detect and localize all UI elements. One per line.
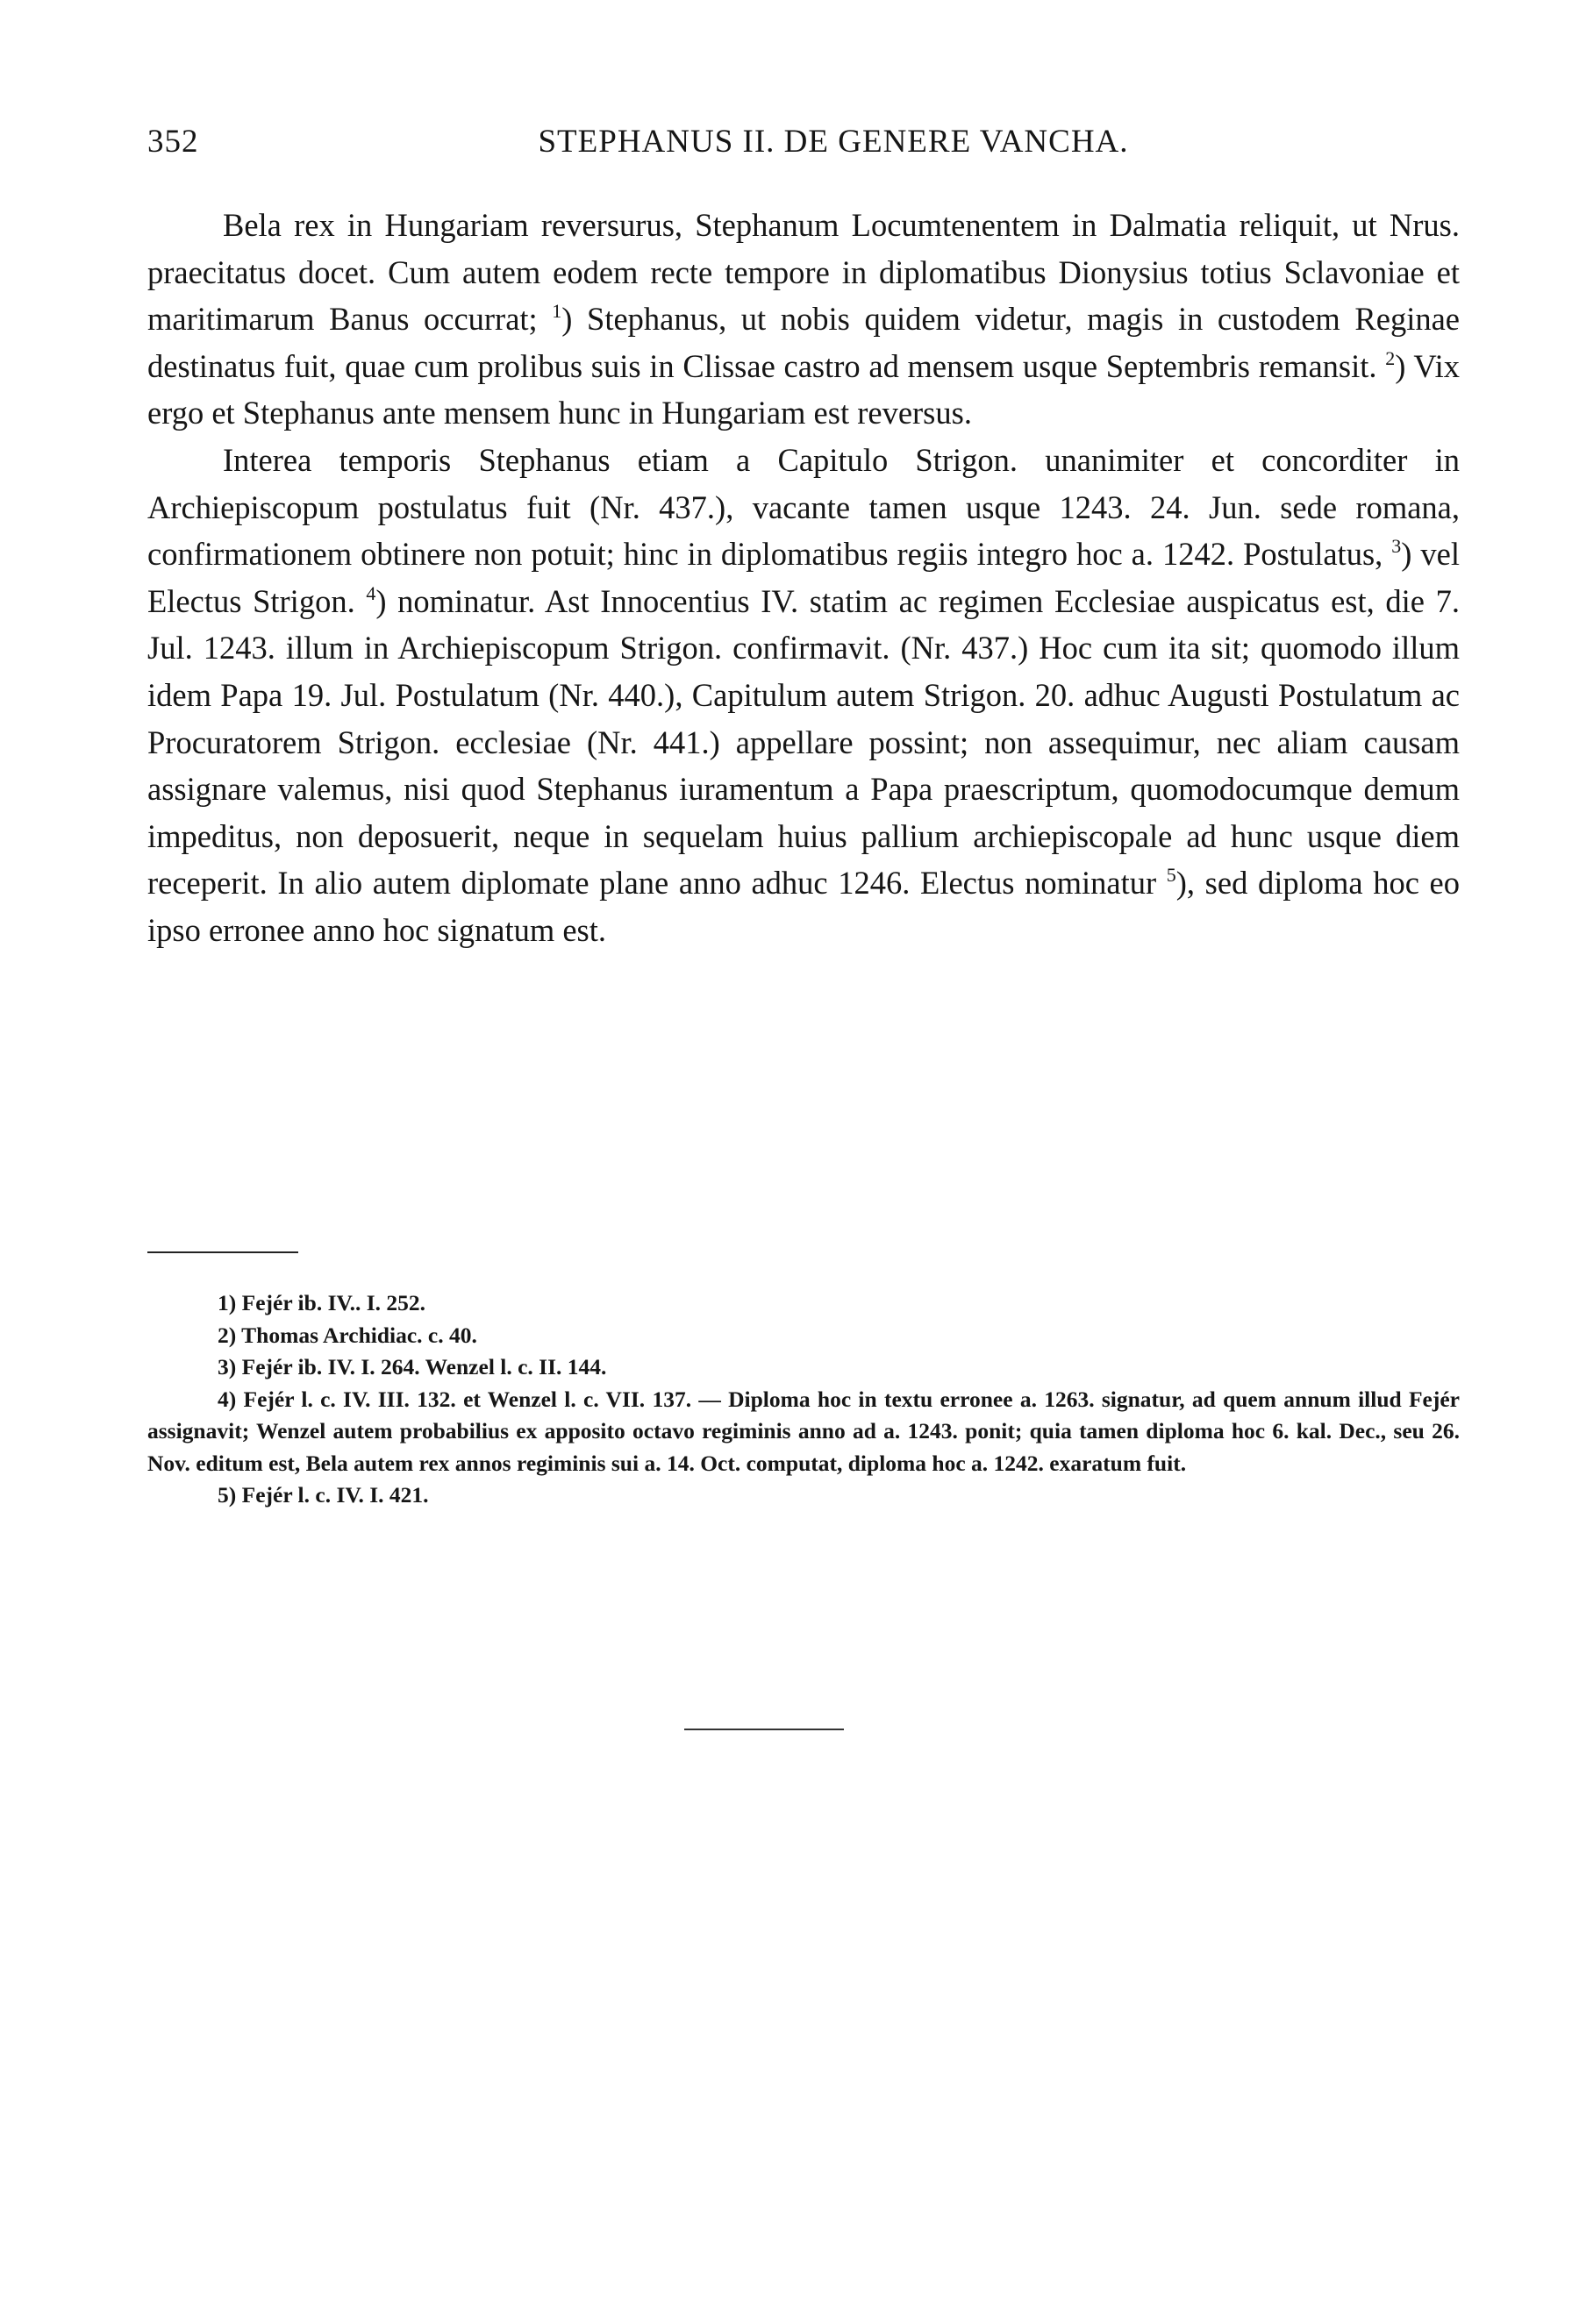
footnote-ref-2: 2	[1385, 346, 1396, 369]
paragraph-1-text-a: Bela rex in Hungariam reversurus, Stephanum Locumtenentem in Dalmatia reliquit, ut Nrus. praecitatus docet. Cum autem eodem recte tempore in diplomatibus Dionysius totius Sclavoniae et maritimarum Banus occurrat;	[147, 207, 1460, 338]
footnote-ref-5: 5	[1166, 864, 1176, 887]
paragraph-2-text-c: ) nominatur. Ast Innocentius IV. statim ac regimen Ecclesiae auspicatus est, die 7. Jul. 1243. illum in Archiepiscopum Strigon. confirmavit. (Nr. 437.) Hoc cum ita sit; quomodo illum idem Papa 19. Jul. Postulatum (Nr. 440.), Capitulum autem Strigon. 20. adhuc Augusti Postulatum ac Procuratorem Strigon. ecclesiae (Nr. 441.) appellare possint; non assequimur, nec aliam causam assignare valemus, nisi quod Stephanus iuramentum a Papa praescriptum, quomodocumque demum impeditus, non deposuerit, neque in sequelam huius pallium archiepiscopale ad hunc usque diem receperit. In alio autem diplomate plane anno adhuc 1246. Electus nominatur	[147, 582, 1461, 902]
paragraph-2-text-b: ) vel Electus Strigon.	[147, 536, 1461, 619]
page-number: 352	[147, 124, 199, 160]
running-head	[147, 123, 1467, 167]
footnote-3: 3) Fejér ib. IV. I. 264. Wenzel l. c. II. 144.	[218, 1354, 607, 1379]
footnotes	[147, 1287, 1460, 1512]
footnote-ref-3: 3	[1391, 535, 1402, 558]
paragraph-2	[147, 437, 1460, 954]
paragraph-1	[147, 202, 1460, 437]
footnote-ref-1: 1	[552, 300, 562, 323]
running-title: STEPHANUS II. DE GENERE VANCHA.	[538, 124, 1129, 160]
end-rule	[684, 1729, 844, 1730]
footnote-1: 1) Fejér ib. IV.. I. 252.	[218, 1290, 426, 1315]
paragraph-2-text-a: Interea temporis Stephanus etiam a Capitulo Strigon. unanimiter et concorditer in Archiepiscopum postulatus fuit (Nr. 437.), vacante tamen usque 1243. 24. Jun. sede romana, confirmationem obtinere non potuit; hinc in diplomatibus regiis integro hoc a. 1242. Postulatus,	[147, 441, 1460, 573]
footnote-ref-4: 4	[366, 581, 376, 604]
footnote-5: 5) Fejér l. c. IV. I. 421.	[218, 1482, 429, 1508]
paragraph-2-text-d: ), sed diploma hoc eo ipso erronee anno hoc signatum est.	[147, 865, 1461, 948]
footnote-separator	[147, 1251, 298, 1253]
paragraph-1-text-b: ) Stephanus, ut nobis quidem videtur, magis in custodem Reginae destinatus fuit, quae cum prolibus suis in Clissae castro ad mensem usque Septembris remansit.	[147, 301, 1460, 384]
paragraph-1-text-c: ) Vix ergo et Stephanus ante mensem hunc in Hungariam est reversus.	[147, 347, 1460, 431]
footnote-2: 2) Thomas Archidiac. c. 40.	[218, 1322, 477, 1348]
footnote-4: 4) Fejér l. c. IV. III. 132. et Wenzel l. c. VII. 137. — Diploma hoc in textu erronee a. 1263. signatur, ad quem annum illud Fejér assignavit; Wenzel autem probabilius ex apposito octavo regiminis anno ad a. 1243. ponit; quia tamen diploma hoc 6. kal. Dec., seu 26. Nov. editum est, Bela autem rex annos regiminis sui a. 14. Oct. computat, diploma hoc a. 1242. exaratum fuit.	[147, 1386, 1460, 1476]
main-text	[147, 202, 1460, 954]
